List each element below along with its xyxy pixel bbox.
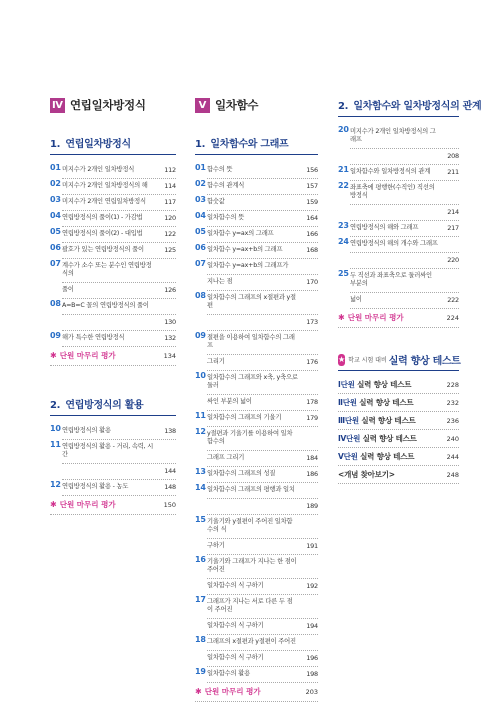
- toc-item-page: 130: [164, 318, 176, 326]
- skill-test-item[interactable]: [338, 430, 459, 448]
- toc-item-title: 기울기와 y절편이 주어진 일차함수의 식: [207, 518, 293, 533]
- toc-item-number: 23: [338, 221, 349, 230]
- toc-item-page: 196: [306, 654, 318, 662]
- skill-test-item[interactable]: [338, 394, 459, 412]
- toc-item-number: 21: [338, 165, 349, 174]
- toc-item-page: 211: [447, 168, 459, 176]
- toc-item[interactable]: [195, 179, 318, 195]
- skill-test-item[interactable]: [338, 448, 459, 466]
- toc-item-page: 148: [164, 483, 176, 491]
- skill-test-subtitle: 학교 시험 대비: [348, 357, 387, 364]
- toc-item-number: 08: [195, 291, 206, 300]
- section-title: [50, 396, 176, 416]
- toc-item[interactable]: [338, 221, 459, 237]
- toc-item-title: 연립방정식의 해의 개수와 그래프: [350, 240, 438, 247]
- concept-index-label: <개념 찾아보기>: [338, 470, 395, 479]
- toc-item-page: 198: [306, 670, 318, 678]
- toc-item-title: 미지수가 2개인 연립일차방정식: [62, 198, 146, 205]
- toc-item-title: 그래프의 x절편과 y절편이 주어진: [207, 638, 296, 645]
- unit-number-badge: Ⅴ: [195, 98, 210, 113]
- toc-item-number: 17: [195, 595, 206, 604]
- toc-item[interactable]: [50, 424, 176, 440]
- toc-item-title: 일차함수의 그래프의 평행과 일치: [207, 486, 295, 493]
- toc-item-title: 함수의 관계식: [207, 182, 245, 189]
- toc-item-page: 159: [306, 198, 318, 206]
- section-title-text: 일차함수와 그래프: [210, 139, 289, 150]
- skill-test-item[interactable]: [338, 376, 459, 394]
- toc-item-page: 164: [306, 214, 318, 222]
- star-icon: ✱: [338, 313, 345, 322]
- toc-item-page: 178: [306, 398, 318, 406]
- toc-item-number: 07: [195, 259, 206, 268]
- toc-item-title: 연립방정식의 해와 그래프: [350, 224, 419, 231]
- toc-item-title: A=B=C 꼴의 연립방정식의 풀이: [62, 302, 149, 309]
- unit-title: 일차함수: [215, 98, 259, 112]
- unit-review-page: 134: [163, 351, 176, 360]
- toc-item-page: 208: [447, 152, 459, 160]
- toc-item-page: 156: [306, 166, 318, 174]
- toc-item-title: 연립방정식의 활용 - 농도: [62, 483, 129, 490]
- toc-item-page: 138: [164, 427, 176, 435]
- toc-item-title: 그래프 그리기: [207, 454, 245, 461]
- unit-header: [195, 97, 318, 113]
- skill-test-unit: Ⅰ단원: [338, 380, 355, 389]
- toc-item[interactable]: [338, 125, 459, 165]
- toc-item-title: 넓이: [350, 296, 362, 303]
- toc-item-page: 157: [306, 182, 318, 190]
- unit-review-item[interactable]: [338, 309, 459, 328]
- unit-header: [50, 97, 176, 113]
- toc-item-page: 144: [164, 467, 176, 475]
- toc-item-number: 11: [50, 440, 61, 449]
- skill-test-page: 228: [446, 380, 459, 389]
- star-badge-icon: ★: [338, 355, 346, 364]
- toc-item-title: 일차함수의 그래프의 x절편과 y절편: [207, 294, 296, 309]
- skill-test-header: [338, 352, 459, 371]
- toc-item[interactable]: [195, 667, 318, 683]
- unit-review-page: 224: [446, 313, 459, 322]
- toc-item-page: 120: [164, 214, 176, 222]
- toc-item[interactable]: [195, 595, 318, 635]
- toc-item-number: 24: [338, 237, 349, 246]
- toc-item-title: 미지수가 2개인 일차방정식의 해: [62, 182, 148, 189]
- toc-item-page: 166: [306, 230, 318, 238]
- toc-item-number: 07: [50, 259, 61, 268]
- star-icon: ✱: [195, 687, 202, 696]
- toc-item[interactable]: [195, 227, 318, 243]
- toc-item-title: 일차함수의 뜻: [207, 214, 245, 221]
- toc-item-number: 19: [195, 667, 206, 676]
- concept-index-page: 248: [446, 470, 459, 479]
- toc-item-number: 04: [50, 211, 61, 220]
- toc-item-title: 계수가 소수 또는 분수인 연립방정식의: [62, 262, 152, 277]
- toc-item[interactable]: [50, 440, 176, 480]
- toc-item-title: 일차함수의 식 구하기: [207, 622, 264, 629]
- skill-test-box: [338, 352, 459, 484]
- section-number: 2.: [50, 400, 61, 411]
- toc-item-number: 14: [195, 483, 206, 492]
- toc-item[interactable]: [195, 555, 318, 595]
- toc-item[interactable]: [50, 211, 176, 227]
- toc-item[interactable]: [195, 195, 318, 211]
- skill-test-label: 실력 향상 테스트: [361, 416, 416, 425]
- toc-item-number: 15: [195, 515, 206, 524]
- toc-item-number: 03: [195, 195, 206, 204]
- toc-item-page: 176: [306, 358, 318, 366]
- skill-test-item[interactable]: [338, 412, 459, 430]
- toc-item-title: 일차함수의 그래프의 기울기: [207, 414, 282, 421]
- toc-item-page: 186: [306, 470, 318, 478]
- toc-item-number: 12: [195, 427, 206, 436]
- unit-review-item[interactable]: [50, 496, 176, 515]
- toc-item-number: 01: [195, 163, 206, 172]
- toc-item-page: 191: [306, 542, 318, 550]
- section-title-text: 연립방정식의 활용: [65, 400, 144, 411]
- section-number: 1.: [50, 139, 61, 150]
- toc-item-title: 일차함수 y=ax+b의 그래프: [207, 246, 283, 253]
- unit-review-label: 단원 마무리 평가: [347, 313, 404, 322]
- toc-item-title: 지나는 점: [207, 278, 233, 285]
- toc-item-title: 일차함수의 그래프의 성질: [207, 470, 276, 477]
- toc-item-page: 222: [447, 296, 459, 304]
- toc-item-title: 구하기: [207, 542, 225, 549]
- toc-item-page: 132: [164, 334, 176, 342]
- toc-item-title: 일차함수와 일차방정식의 관계: [350, 168, 431, 175]
- toc-item-number: 20: [338, 125, 349, 134]
- toc-item-number: 05: [195, 227, 206, 236]
- toc-item[interactable]: [195, 291, 318, 331]
- toc-item[interactable]: [195, 483, 318, 515]
- toc-item-number: 11: [195, 411, 206, 420]
- toc-item-page: 168: [306, 246, 318, 254]
- unit-title: 연립일차방정식: [70, 98, 146, 112]
- toc-item[interactable]: [50, 299, 176, 331]
- section-number: 2.: [338, 101, 349, 112]
- toc-item-number: 02: [195, 179, 206, 188]
- toc-item[interactable]: [338, 237, 459, 269]
- unit-review-page: 203: [305, 687, 318, 696]
- toc-item-page: 179: [306, 414, 318, 422]
- toc-item-title: 함수의 뜻: [207, 166, 233, 173]
- toc-item-page: 125: [164, 246, 176, 254]
- toc-item-title: 일차함수의 그래프와 x축, y축으로 둘러: [207, 374, 298, 389]
- toc-item[interactable]: [195, 467, 318, 483]
- toc-item[interactable]: [338, 165, 459, 181]
- concept-index-item[interactable]: [338, 466, 459, 484]
- toc-item[interactable]: [50, 195, 176, 211]
- toc-item[interactable]: [195, 243, 318, 259]
- toc-item-number: 10: [195, 371, 206, 380]
- unit-review-page: 150: [163, 500, 176, 509]
- skill-test-label: 실력 향상 테스트: [362, 434, 417, 443]
- toc-item[interactable]: [50, 163, 176, 179]
- toc-item-page: 220: [447, 256, 459, 264]
- toc-item[interactable]: [195, 259, 318, 291]
- toc-item[interactable]: [195, 635, 318, 667]
- toc-item[interactable]: [50, 243, 176, 259]
- skill-test-unit: Ⅳ단원: [338, 434, 361, 443]
- toc-item-title: 일차함수 y=ax의 그래프: [207, 230, 274, 237]
- star-icon: ✱: [50, 351, 57, 360]
- skill-test-page: 240: [446, 434, 459, 443]
- toc-item-title: 일차함수 y=ax+b의 그래프가: [207, 262, 289, 269]
- skill-test-unit: Ⅲ단원: [338, 416, 359, 425]
- unit-review-item[interactable]: [195, 683, 318, 702]
- toc-item-title: 연립방정식의 풀이(2) - 대입법: [62, 230, 143, 237]
- toc-item-title: y절편과 기울기를 이용하여 일차함수의: [207, 430, 293, 445]
- toc-item-number: 02: [50, 179, 61, 188]
- toc-item[interactable]: [195, 411, 318, 427]
- skill-test-label: 실력 향상 테스트: [360, 452, 415, 461]
- toc-item-title: 연립방정식의 풀이(1) - 가감법: [62, 214, 143, 221]
- skill-test-page: 236: [446, 416, 459, 425]
- toc-item-title: 그리기: [207, 358, 225, 365]
- section-title-text: 일차함수와 일차방정식의 관계: [353, 101, 482, 112]
- unit-review-item[interactable]: [50, 347, 176, 366]
- toc-item-page: 117: [164, 198, 176, 206]
- section-title: [50, 135, 176, 155]
- toc-item[interactable]: [195, 331, 318, 371]
- toc-item[interactable]: [195, 371, 318, 411]
- toc-item-number: 12: [50, 480, 61, 489]
- toc-item[interactable]: [50, 179, 176, 195]
- toc-item-title: 연립방정식의 활용 - 거리, 속력, 시간: [62, 443, 154, 458]
- toc-item-title: 연립방정식의 활용: [62, 427, 111, 434]
- toc-item[interactable]: [50, 259, 176, 299]
- toc-item-page: 173: [306, 318, 318, 326]
- section-title: [338, 97, 482, 117]
- skill-test-label: 실력 향상 테스트: [359, 398, 414, 407]
- toc-item-number: 22: [338, 181, 349, 190]
- toc-item-number: 06: [195, 243, 206, 252]
- toc-item-title: 미지수가 2개인 일차방정식: [62, 166, 135, 173]
- toc-item[interactable]: [195, 163, 318, 179]
- toc-item-title: 풀이: [62, 286, 74, 293]
- skill-test-page: 232: [446, 398, 459, 407]
- toc-item-number: 09: [195, 331, 206, 340]
- toc-item-number: 13: [195, 467, 206, 476]
- toc-item-number: 25: [338, 269, 349, 278]
- column-unit-5-cont: [338, 97, 482, 484]
- toc-item-page: 184: [306, 454, 318, 462]
- toc-item-title: 해가 특수한 연립방정식: [62, 334, 125, 341]
- toc-item-page: 194: [306, 622, 318, 630]
- toc-item-number: 18: [195, 635, 206, 644]
- toc-item[interactable]: [50, 227, 176, 243]
- toc-item[interactable]: [195, 211, 318, 227]
- toc-item-page: 114: [164, 182, 176, 190]
- skill-test-page: 244: [446, 452, 459, 461]
- unit-review-label: 단원 마무리 평가: [59, 500, 116, 509]
- toc-item-title: 일차함수의 식 구하기: [207, 582, 264, 589]
- toc-item-page: 217: [447, 224, 459, 232]
- toc-item-number: 06: [50, 243, 61, 252]
- toc-item-page: 192: [306, 582, 318, 590]
- toc-item[interactable]: [50, 480, 176, 496]
- star-icon: ✱: [50, 500, 57, 509]
- toc-item-page: 112: [164, 166, 176, 174]
- section-title: [195, 135, 318, 155]
- toc-item-page: 170: [306, 278, 318, 286]
- toc-item[interactable]: [338, 181, 459, 221]
- toc-item-title: 절편을 이용하여 일차함수의 그래프: [207, 334, 295, 349]
- section-number: 1.: [195, 139, 206, 150]
- unit-review-label: 단원 마무리 평가: [59, 351, 116, 360]
- toc-item-title: 괄호가 있는 연립방정식의 풀이: [62, 246, 144, 253]
- toc-item-title: 기울기와 그래프가 지나는 한 점이 주어진: [207, 558, 297, 573]
- unit-review-label: 단원 마무리 평가: [204, 687, 261, 696]
- toc-item-title: 두 직선과 좌표축으로 둘러싸인 부분의: [350, 272, 432, 287]
- section-title-text: 연립일차방정식: [65, 139, 131, 150]
- toc-item-number: 03: [50, 195, 61, 204]
- toc-item-page: 189: [306, 502, 318, 510]
- toc-item-title: 일차함수의 식 구하기: [207, 654, 264, 661]
- column-unit-5: [195, 97, 318, 702]
- toc-item-number: 04: [195, 211, 206, 220]
- toc-item-title: 함숫값: [207, 198, 225, 205]
- skill-test-title: 실력 향상 테스트: [388, 356, 461, 367]
- toc-item-title: 좌표축에 평행한(수직인) 직선의 방정식: [350, 184, 435, 199]
- toc-item-number: 01: [50, 163, 61, 172]
- skill-test-unit: Ⅱ단원: [338, 398, 357, 407]
- column-unit-4: [50, 97, 176, 515]
- toc-item-page: 126: [164, 286, 176, 294]
- toc-item-title: 그래프가 지나는 서로 다른 두 점이 주어진: [207, 598, 293, 613]
- toc-item[interactable]: [195, 427, 318, 467]
- toc-item[interactable]: [50, 331, 176, 347]
- toc-item-number: 08: [50, 299, 61, 308]
- skill-test-unit: Ⅴ단원: [338, 452, 358, 461]
- toc-item-title: 미지수가 2개인 일차방정식의 그래프: [350, 128, 436, 143]
- toc-item-page: 214: [447, 208, 459, 216]
- toc-item-title: 일차함수의 활용: [207, 670, 250, 677]
- toc-item-number: 09: [50, 331, 61, 340]
- skill-test-label: 실력 향상 테스트: [357, 380, 412, 389]
- toc-item-page: 122: [164, 230, 176, 238]
- toc-item-number: 10: [50, 424, 61, 433]
- toc-item-number: 16: [195, 555, 206, 564]
- toc-item-title: 싸인 부분의 넓이: [207, 398, 252, 405]
- toc-item-number: 05: [50, 227, 61, 236]
- unit-number-badge: Ⅳ: [52, 99, 63, 111]
- toc-item[interactable]: [195, 515, 318, 555]
- toc-item[interactable]: [338, 269, 459, 309]
